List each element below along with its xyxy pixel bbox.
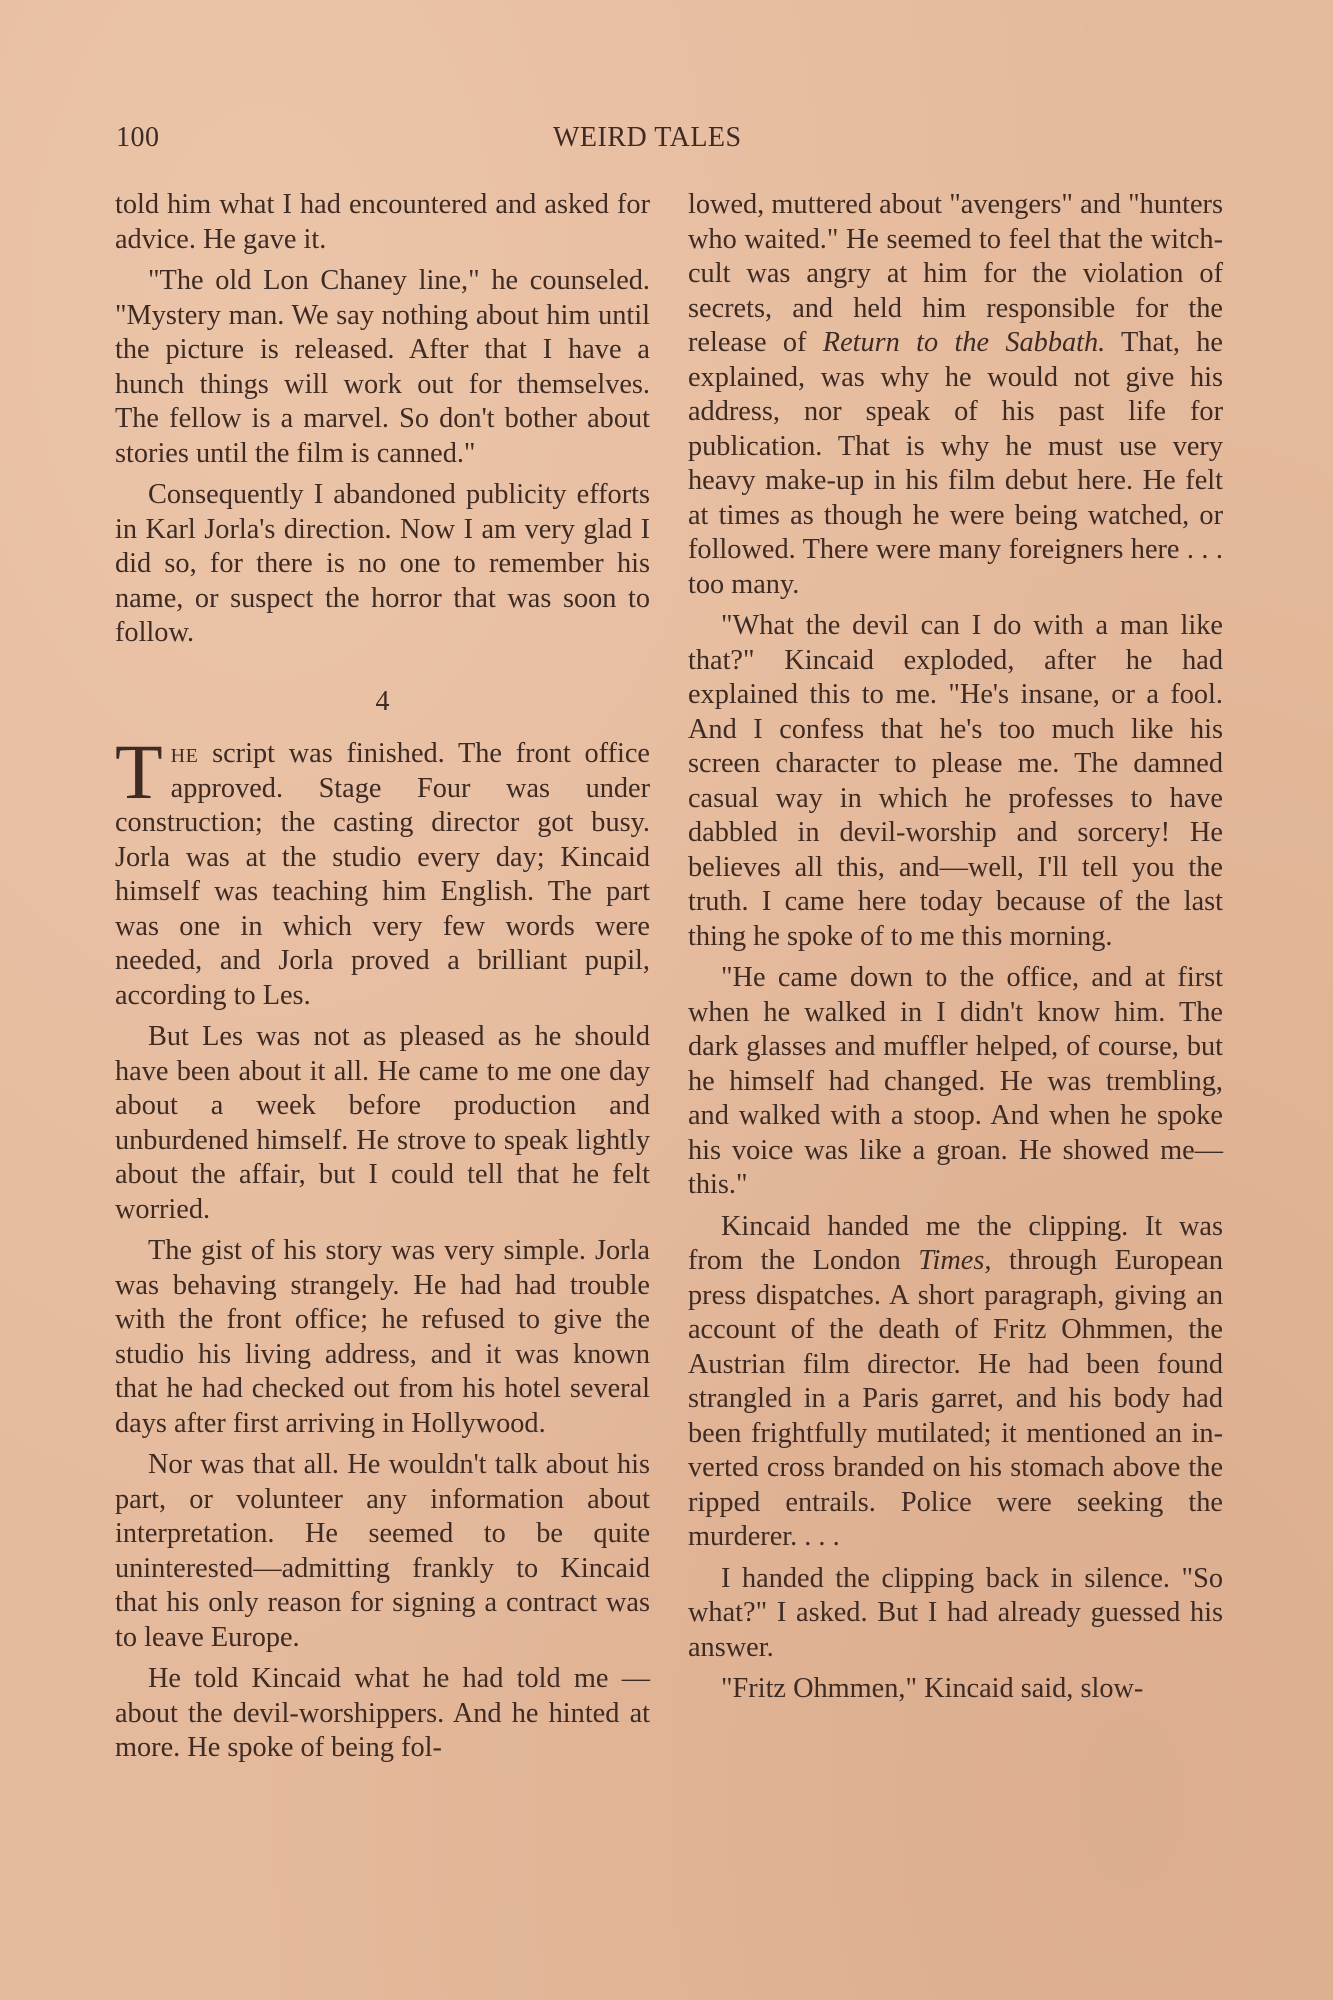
paragraph-text: script was finished. The front office approved. Stage Four was under construction; the casting director got busy. Jorla was at the studio every day; Kincaid himself was teaching him English. The part was one in which very few words were needed, and Jorla proved a brilliant pupil, according to Les. [115, 738, 650, 1011]
left-column [115, 188, 650, 1773]
page-number: 100 [116, 122, 160, 153]
paragraph: Nor was that all. He wouldn't talk about his part, or volunteer any information about interpretation. He seemed to be quite uninterested—admitting frankly to Kincaid that his only reason for signing a contract was to leave Europe. [115, 1449, 650, 1653]
newspaper-title: Times, [918, 1245, 992, 1276]
paragraph: "Fritz Ohmmen," Kincaid said, slow- [721, 1673, 1144, 1704]
paragraph: He told Kincaid what he had told me —about the devil-worshippers. And he hinted at more. He spoke of being fol- [115, 1663, 650, 1763]
page-header [116, 122, 1222, 162]
dropcap-paragraph [115, 728, 650, 1013]
paragraph [688, 1210, 1223, 1555]
paragraph: "He came down to the office, and at first when he walked in I didn't know him. The dark glasses and muffler helped, of course, but he himself had changed. He was trembling, and walked with a stoop. And when he spoke his voice was like a groan. He showed me— this." [688, 962, 1223, 1200]
paragraph: I handed the clipping back in silence. "So what?" I asked. But I had already guessed his answer. [688, 1562, 1223, 1663]
paragraph-text: lowed, muttered about "avengers" and "hunters who waited." He seemed to feel that the witch-cult was angry at him for the violation of secrets, and held him responsible for the release of [688, 189, 1223, 358]
paragraph: Consequently I abandoned publicity efforts in Karl Jorla's direction. Now I am very glad I did so, for there is no one to remember his name, or suspect the horror that was soon to follow. [115, 479, 650, 648]
smallcaps-lead: he [170, 738, 199, 769]
film-title: Return to the Sabbath. [822, 327, 1106, 358]
paragraph-text: That, he explained, was why he would not give his address, nor speak of his past life for publication. That is why he must use very heavy make-up in his film debut here. He felt at times as though he were being watched, or followed. There were many foreigners here . . . too many. [688, 327, 1223, 600]
paragraph [688, 188, 1223, 602]
paragraph: But Les was not as pleased as he should have been about it all. He came to me one day about a week before production and unburdened himself. He strove to speak lightly about the affair, but I could tell that he felt worried. [115, 1021, 650, 1225]
paragraph: "The old Lon Chaney line," he counseled. "Mystery man. We say nothing about him until the picture is released. After that I have a hunch things will work out for themselves. The fellow is a marvel. So don't bother about stories until the film is canned." [115, 265, 650, 469]
drop-cap: T [115, 728, 163, 815]
paragraph-text: through European press dispatches. A short paragraph, giving an account of the death of Fritz Ohmmen, the Austrian film director. He had been found strangled in a Paris garret, and his body had been frightfully mutilated; it mentioned an inverted cross branded on his stomach above the ripped entrails. Police were seeking the murderer. . . . [688, 1245, 1223, 1552]
right-column [688, 188, 1223, 1714]
paragraph-text: Kincaid handed me the clipping. It was from the London [688, 1210, 1223, 1276]
paragraph: The gist of his story was very simple. Jorla was behaving strangely. He had had trouble with the front office; he refused to give the studio his living address, and it was known that he had checked out from his hotel several days after first arriving in Hollywood. [115, 1235, 650, 1439]
running-title: WEIRD TALES [553, 122, 742, 153]
paragraph: "What the devil can I do with a man like that?" Kincaid exploded, after he had explained this to me. "He's insane, or a fool. And I confess that he's too much like his screen character to please me. The damned casual way in which he professes to have dabbled in devil-worship and sorcery! He believes all this, and—well, I'll tell you the truth. I came here today because of the last thing he spoke of to me this morning. [688, 610, 1223, 952]
section-number: 4 [375, 685, 390, 717]
paragraph: told him what I had encountered and asked for advice. He gave it. [115, 189, 650, 255]
